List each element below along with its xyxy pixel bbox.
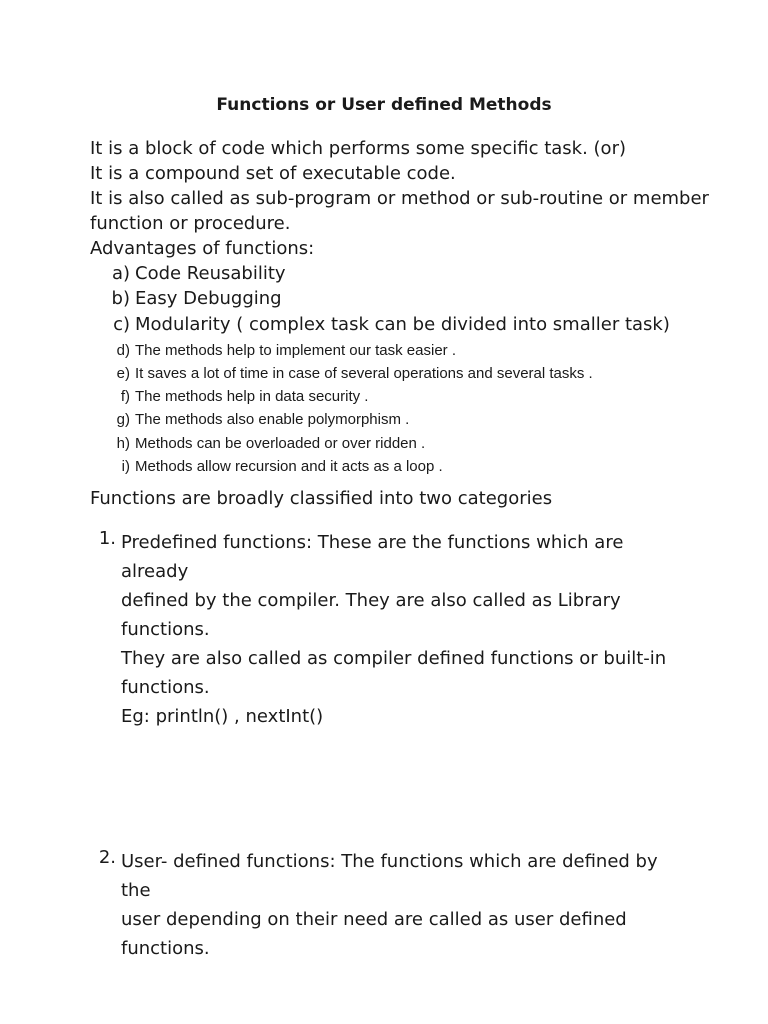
list-item: The methods help in data security .: [135, 388, 369, 405]
list-item: Modularity ( complex task can be divided into smaller task): [135, 314, 670, 335]
list-marker: f): [120, 388, 130, 405]
list-item: The methods help to implement our task easier .: [135, 342, 456, 359]
list-marker: h): [116, 435, 130, 452]
list-marker: c): [113, 314, 130, 335]
page-title: Functions or User defined Methods: [216, 95, 552, 115]
category-line: user depending on their need are called as user defined functions.: [121, 909, 627, 959]
classification-line: Functions are broadly classified into two categories: [90, 488, 553, 509]
list-marker: b): [111, 288, 130, 309]
category-line: Predefined functions: These are the functions which are already: [121, 532, 624, 582]
intro-line: It is a compound set of executable code.: [90, 163, 456, 184]
category-line: User- defined functions: The functions which are defined by the: [121, 851, 658, 901]
list-marker: g): [116, 411, 130, 428]
category-line: functions.: [121, 677, 210, 698]
example-line: Eg: println() , nextInt(): [121, 706, 324, 727]
list-marker: i): [121, 458, 130, 475]
list-marker: d): [116, 342, 130, 359]
list-marker: e): [116, 365, 130, 382]
category-marker: 2.: [98, 847, 116, 868]
category-line: They are also called as compiler defined functions or built-in: [121, 648, 667, 669]
category-marker: 1.: [98, 528, 116, 549]
intro-line: It is also called as sub-program or method or sub-routine or member: [90, 188, 709, 209]
intro-line: function or procedure.: [90, 213, 291, 234]
list-marker: a): [111, 263, 130, 284]
intro-line: It is a block of code which performs some specific task. (or): [90, 138, 626, 159]
list-item: Methods can be overloaded or over ridden .: [135, 435, 426, 452]
category-item-user-defined: [121, 847, 681, 963]
category-item-predefined: [121, 528, 681, 731]
list-item: Methods allow recursion and it acts as a loop .: [135, 458, 443, 475]
list-item: The methods also enable polymorphism .: [135, 411, 410, 428]
category-line: defined by the compiler. They are also called as Library functions.: [121, 590, 621, 640]
list-item: It saves a lot of time in case of several operations and several tasks .: [135, 365, 593, 382]
list-item: Easy Debugging: [135, 288, 282, 309]
advantages-heading: Advantages of functions:: [90, 238, 315, 259]
list-item: Code Reusability: [135, 263, 286, 284]
